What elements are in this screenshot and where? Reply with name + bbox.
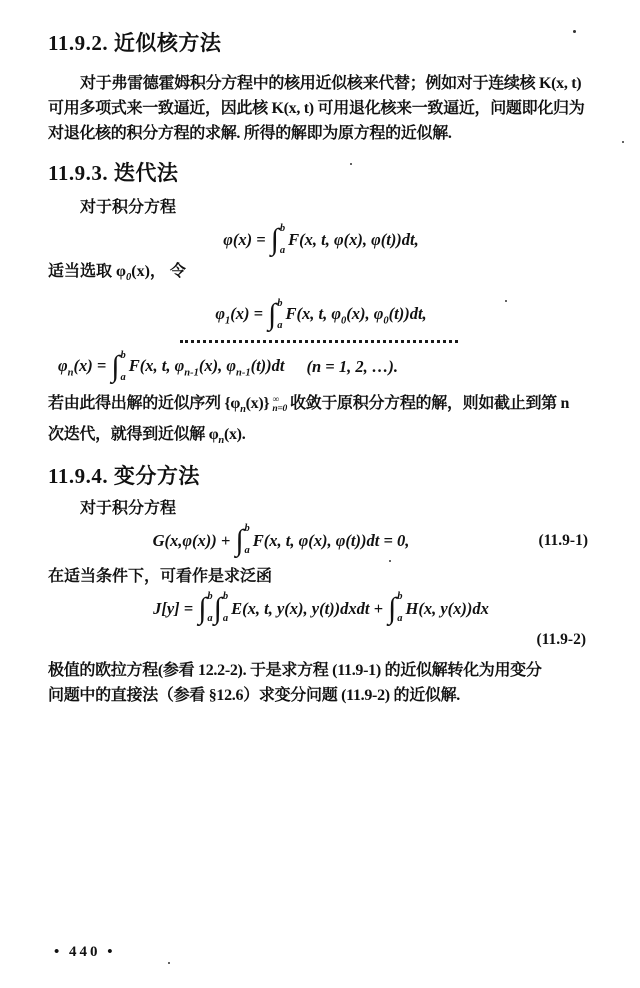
integral-upper-bound: b [222,591,229,603]
integral-sign: ∫ [235,523,244,557]
integral-bounds [397,591,402,626]
equation-lhs: $\varphi_n(x)$ = [58,356,107,379]
paragraph-line: 次迭代，就得到近似解 $\varphi_n(x)$. [48,426,246,447]
integral-group [111,350,125,385]
paragraph-approx-kernel [48,71,594,146]
integral-bounds [277,298,282,333]
integral-upper-bound: b [277,297,283,309]
paragraph-line: 可用多项式来一致逼近，因此核 K(x, t) 可用退化核来一致逼近，问题即化归为 [48,100,585,117]
paragraph-line: 对于弗雷德霍姆积分方程中的核用近似核来代替；例如对于连续核 K(x, t) [80,75,582,92]
equation-body: F(x, t, $\varphi_{n-1}(x)$, $\varphi_{n-1}(t))dt$ [128,356,285,379]
equation-condition: (n = 1, 2, …). [306,357,398,377]
limit-superscript: ∞ [272,394,279,405]
paragraph-line: 对退化核的积分方程的求解. 所得的解即为原方程的近似解. [48,125,452,142]
equation-lhs: J[y] = [153,598,194,618]
limit-subscript: n=0 [272,403,287,414]
equation-phin [58,347,594,387]
integral-lower-bound: a [222,613,229,625]
lead-integral-equation: 对于积分方程 [80,199,177,216]
equation-G [48,521,594,561]
paragraph-iteration-convergence [48,391,594,453]
integral-bounds [245,523,250,558]
paragraph-line: 极值的欧拉方程(参看 12.2-2). 于是求方程 (11.9-1) 的近似解转化为用变分 [48,661,542,679]
lead-text: 适当选取 φ [48,263,126,280]
scan-speck [389,560,391,562]
equation-lhs: $\varphi_1(x)$ = [215,304,264,327]
integral-upper-bound: b [279,222,286,234]
integral-upper-bound: b [207,591,213,603]
equation-phi1 [48,295,594,335]
scan-speck [573,30,576,33]
integral-lower-bound: a [120,371,126,383]
subscript: 0 [126,272,132,284]
equation-body: F(x, t, φ(x), φ(t))dt = 0, [252,530,410,550]
integral-sign: ∫ [270,223,279,256]
integral-sign: ∫ [268,298,277,332]
equation-lhs: G(x,φ(x)) + [152,530,231,550]
equation-number-11-9-1: (11.9-1) [538,531,588,549]
equation-lhs: φ(x) = [223,230,266,249]
integral-group [214,591,228,626]
integral-upper-bound: b [397,591,403,603]
integral-sign: ∫ [388,591,397,625]
lead-text: (x)， 令 [131,263,186,280]
dots-separator [180,337,458,343]
paragraph-line: 若由此得出解的近似序列 $\{\varphi_n(x)\}$ ∞ n=0 收敛于原积分方程的解，则如截止到第 n [48,394,570,416]
lead-functional: 在适当条件下，可看作是求泛函 [48,567,273,585]
section-heading-11-9-4: 11.9.4. 变分方法 [48,463,200,488]
paragraph-euler-equation [48,658,594,708]
limits-stack [272,396,287,414]
integral-upper-bound: b [120,349,126,361]
equation-body: F(x, t, $\varphi_0(x)$, $\varphi_0(t))dt$, [285,304,427,327]
integral-bounds [223,591,228,626]
equation-body: H(x, y(x))dx [405,598,489,618]
integral-sign: ∫ [111,350,120,384]
integral-sign: ∫ [213,591,222,625]
integral-bounds [121,350,126,385]
paragraph-line: 问题中的直接法（参看 §12.6）求变分问题 (11.9-2) 的近似解. [48,686,461,704]
equation-body: F(x, t, φ(x), φ(t))dt, [288,230,419,249]
equation-J [48,589,594,629]
lead-choose-phi0 [48,260,594,290]
integral-bounds [280,223,285,258]
integral-group [268,298,282,333]
integral-lower-bound: a [207,613,213,625]
section-heading-11-9-3: 11.9.3. 迭代法 [48,161,179,185]
integral-group [271,223,285,258]
integral-upper-bound: b [244,523,250,535]
scan-speck [622,141,624,143]
integral-group [198,591,212,626]
lead-integral-equation-2: 对于积分方程 [80,499,177,517]
integral-lower-bound: a [279,244,286,256]
section-heading-11-9-2: 11.9.2. 近似核方法 [48,31,222,55]
equation-row-11-9-1 [48,521,594,561]
integral-lower-bound: a [397,613,403,625]
integral-lower-bound: a [277,319,283,331]
integral-sign: ∫ [198,591,207,625]
page-number: • 440 • [54,944,116,960]
scan-speck [168,962,170,964]
integral-bounds [207,591,212,626]
equation-number-11-9-2: (11.9-2) [536,630,586,648]
scan-speck [350,163,352,165]
integral-group [388,591,402,626]
integral-lower-bound: a [244,545,250,557]
scan-speck [505,300,507,302]
equation-phi [48,220,594,260]
integral-group [235,523,249,558]
equation-body: E(x, t, y(x), y(t))dxdt + [231,598,384,618]
